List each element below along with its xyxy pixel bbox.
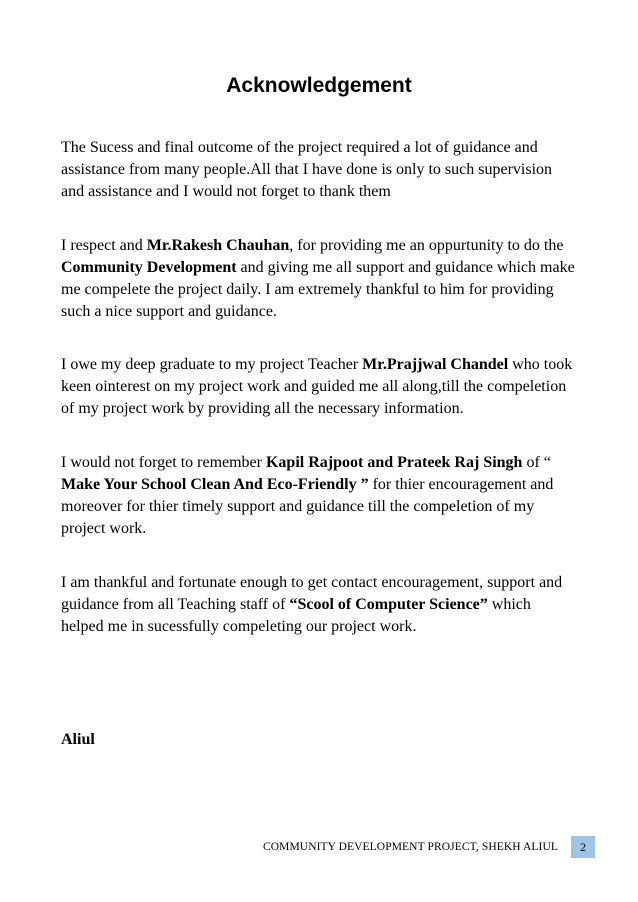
paragraph-text: keen ointerest on my project work and guided me all along,till the compeletion (61, 378, 567, 395)
paragraph-text: of “ (522, 454, 551, 471)
paragraph-text: I would not forget to remember (61, 454, 266, 471)
paragraph-text: project work. (61, 520, 147, 537)
paragraph-text: which (487, 596, 531, 613)
paragraph-text: I owe my deep graduate to my project Teacher (61, 356, 363, 373)
paragraph-text: me compelete the project daily. I am extremely thankful to him for providing (61, 281, 554, 298)
bold-text: Make Your School Clean And Eco-Friendly ” (61, 476, 369, 493)
paragraph-text: assistance from many people.All that I have done is only to such supervision (61, 161, 553, 178)
bold-text: Mr.Rakesh Chauhan (146, 237, 290, 254)
paragraph-text: such a nice support and guidance. (61, 303, 277, 320)
paragraph-text: and giving me all support and guidance which make (236, 259, 575, 276)
paragraph-text: The Sucess and final outcome of the project required a lot of guidance and (61, 139, 538, 156)
bold-text: Mr.Prajjwal Chandel (362, 356, 509, 373)
bold-text: Kapil Rajpoot and Prateek Raj Singh (265, 454, 523, 471)
paragraph-text: moreover for thier timely support and guidance till the compeletion of my (61, 498, 535, 515)
signature-name: Aliul (61, 731, 95, 748)
page-number: 2 (571, 836, 595, 858)
page-footer (0, 836, 638, 860)
paragraph-text: of my project work by providing all the necessary information. (61, 400, 464, 417)
paragraph-3 (61, 354, 591, 420)
bold-text: Community Development (61, 259, 237, 276)
paragraph-1 (61, 137, 591, 203)
footer-text: COMMUNITY DEVELOPMENT PROJECT, SHEKH ALIUL (262, 841, 558, 853)
page-title: Acknowledgement (226, 74, 412, 97)
paragraph-4 (61, 452, 591, 540)
paragraph-text: I am thankful and fortunate enough to get contact encouragement, support and (61, 574, 563, 591)
paragraph-text: guidance from all Teaching staff of (61, 596, 290, 613)
paragraph-2 (61, 235, 591, 323)
bold-text: “Scool of Computer Science” (289, 596, 488, 613)
paragraph-text: and assistance and I would not forget to thank them (61, 183, 391, 200)
paragraph-text: who took (508, 356, 573, 373)
paragraph-text: for thier encouragement and (368, 476, 554, 493)
paragraph-text: I respect and (61, 237, 147, 254)
paragraph-text: helped me in sucessfully compeleting our project work. (61, 618, 417, 635)
paragraph-5 (61, 572, 591, 638)
paragraph-text: , for providing me an oppurtunity to do the (289, 237, 564, 254)
